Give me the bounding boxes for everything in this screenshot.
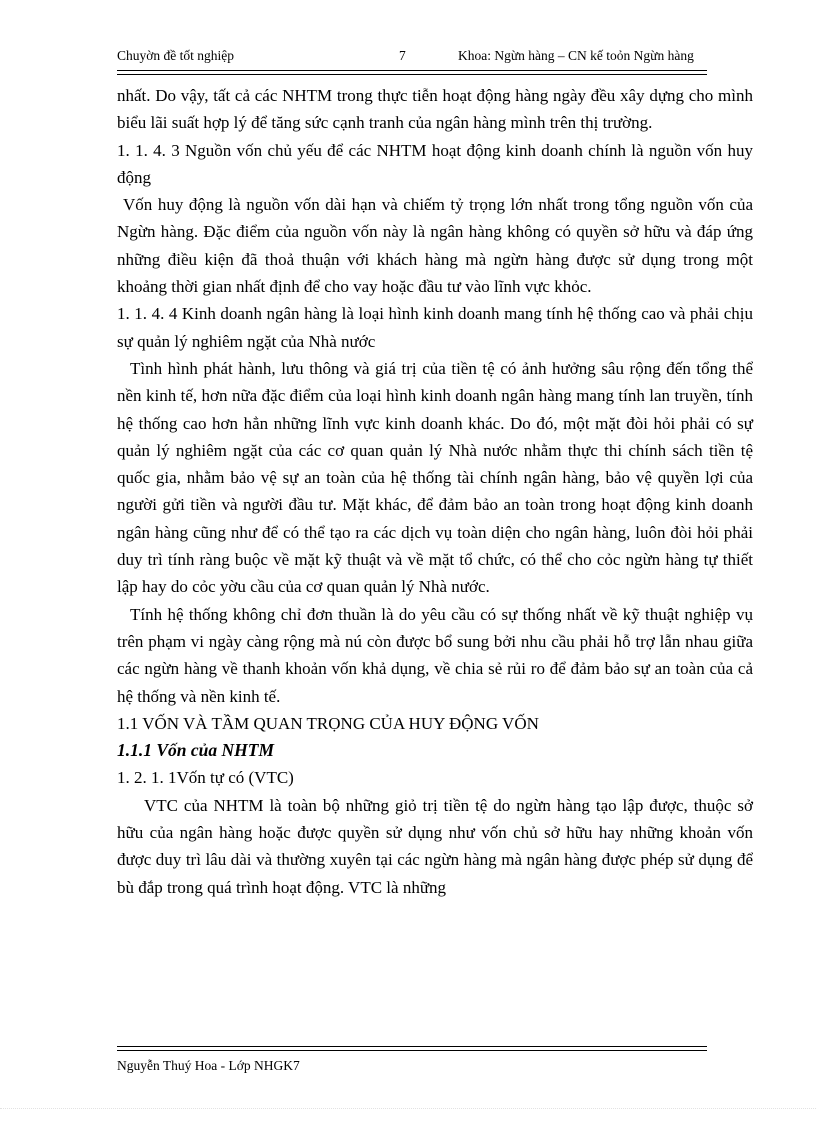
header-faculty: Khoa: Ngừn hàng – CN kế toỏn Ngừn hàng [458,48,694,63]
subheading-1-1-4-4: 1. 1. 4. 4 Kinh doanh ngân hàng là loại hình kinh doanh mang tính hệ thống cao và phải chịu sự quản lý nghiêm ngặt của Nhà nước [117,304,753,351]
paragraph-system-nature: Tính hệ thống không chỉ đơn thuần là do yêu cầu có sự thống nhất về kỹ thuật nghiệp vụ trên phạm vi ngày càng rộng mà nú còn được bổ sung bởi nhu cầu phải hỗ trợ lẫn nhau giữa các ngừn hàng về thanh khoản vốn khả dụng, về chia sẻ rủi ro để đảm bảo sự an toàn của cả hệ thống và nền kinh tế. [117,604,753,706]
page-header [117,48,732,70]
page-body [117,82,753,901]
subheading-1-1-4-3: 1. 1. 4. 3 Nguồn vốn chủ yếu để các NHTM hoạt động kinh doanh chính là nguồn vốn huy động [117,140,753,187]
header-document-type: Chuyờn đề tốt nghiệp [117,48,235,63]
section-heading-1-1-1: 1.1.1 Vốn của NHTM [117,740,275,761]
section-heading-1-1: 1.1 VỐN VÀ TẦM QUAN TRỌNG CỦA HUY ĐỘNG VỐN [117,713,539,733]
subheading-1-2-1-1: 1. 2. 1. 1Vốn tự có (VTC) [117,768,294,788]
footer-divider [117,1046,707,1051]
page-footer: Nguyễn Thuý Hoa - Lớp NHGK7 [117,1058,300,1073]
header-divider [117,70,707,75]
paragraph-mobilized-capital: Vốn huy động là nguồn vốn dài hạn và chiếm tỷ trọng lớn nhất trong tổng nguồn vốn của Ngừn hàng. Đặc điểm của nguồn vốn này là ngân hàng không có quyền sở hữu và đáp ứng những điều kiện đã thoả thuận với khách hàng mà ngừn hàng được sử dụng trong một khoảng thời gian nhất định để cho vay hoặc đầu tư vào lĩnh vực khỏc. [117,195,753,297]
paragraph-continuation: nhất. Do vậy, tất cả các NHTM trong thực tiễn hoạt động hàng ngày đều xây dựng cho mình biểu lãi suất hợp lý để tăng sức cạnh tranh của ngân hàng mình trên thị trường. [117,86,753,133]
paragraph-own-capital: VTC của NHTM là toàn bộ những giỏ trị tiền tệ do ngừn hàng tạo lập được, thuộc sở hữu của ngân hàng hoặc được quyền sử dụng như vốn chủ sở hữu hay những khoản vốn được duy trì lâu dài và thường xuyên tại các ngừn hàng mà ngân hàng được phép sử dụng để bù đắp trong quá trình hoạt động. VTC là những [117,795,753,897]
paragraph-state-management: Tình hình phát hành, lưu thông và giá trị của tiền tệ có ảnh hưởng sâu rộng đến tổng thể nền kinh tế, hơn nữa đặc điểm của loại hình kinh doanh ngân hàng mang tính lan truyền, tính hệ thống cao hơn hẳn những lĩnh vực kinh doanh khác. Do đó, một mặt đòi hỏi phải có sự quản lý nghiêm ngặt của các cơ quan quản lý Nhà nước nhằm thực thi chính sách tiền tệ quốc gia, nhằm bảo vệ sự an toàn của hệ thống tài chính ngân hàng, bảo vệ quyền lợi của người gửi tiền và người đầu tư. Mặt khác, để đảm bảo an toàn trong hoạt động kinh doanh ngân hàng cũng như để có thể tạo ra các dịch vụ toàn diện cho ngân hàng, luôn đòi hỏi phải duy trì tính ràng buộc về mặt kỹ thuật và về mặt tổ chức, có thể cho cỏc ngừn hàng tự thiết lập hay do cỏc yờu cầu của cơ quan quản lý Nhà nước. [117,358,753,597]
page-edge-line [0,1108,816,1109]
page-number: 7 [399,48,406,63]
